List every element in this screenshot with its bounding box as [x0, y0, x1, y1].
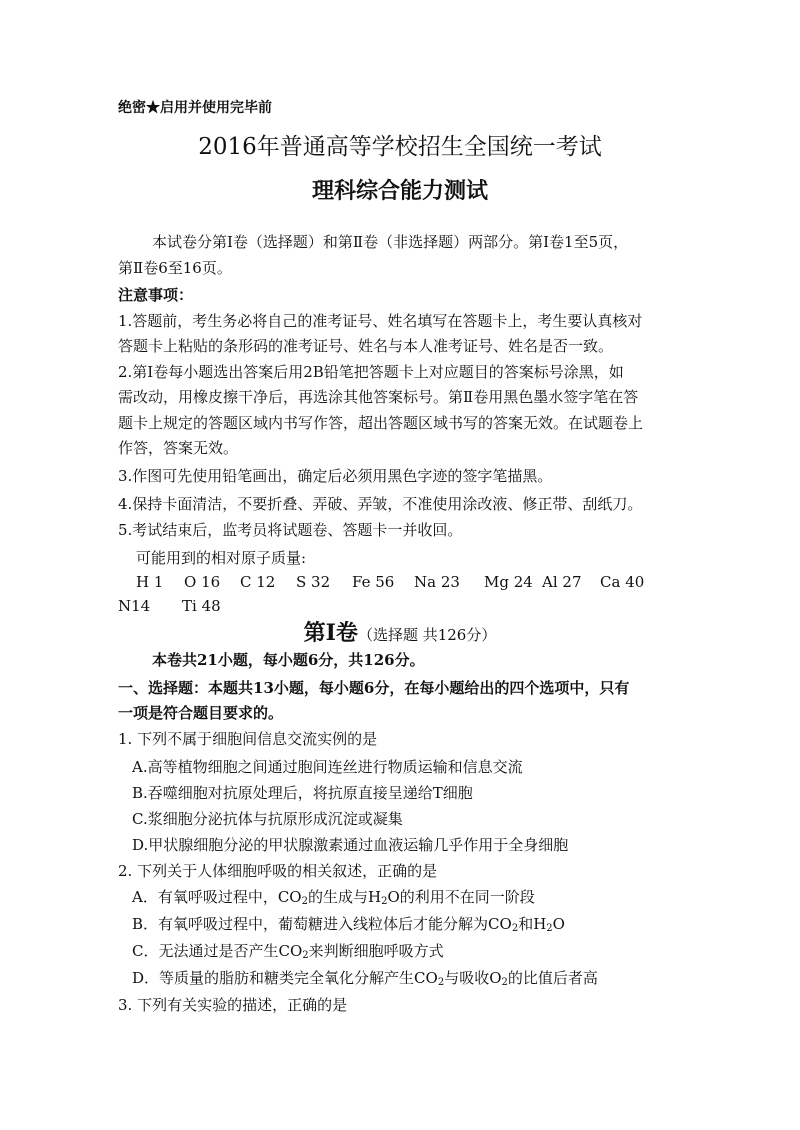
part-one-line-2: 一项是符合题目要求的。	[118, 704, 284, 722]
atomic-mass-ti: Ti 48	[182, 597, 221, 615]
atomic-mass-fe: Fe 56	[352, 573, 395, 591]
note-4: 4.保持卡面清洁，不要折叠、弄破、弄皱，不准使用涂改液、修正带、刮纸刀。	[118, 495, 643, 513]
intro-line-2: 第Ⅱ卷6至16页。	[118, 259, 232, 277]
note-1-line-2: 答题卡上粘贴的条形码的准考证号、姓名与本人准考证号、姓名是否一致。	[118, 337, 614, 355]
atomic-mass-label: 可能用到的相对原子质量:	[136, 549, 307, 567]
confidential-note: 绝密★启用并使用完毕前	[118, 100, 272, 116]
section-heading	[0, 620, 800, 648]
question-3-stem: 3. 下列有关实验的描述，正确的是	[118, 996, 348, 1014]
atomic-mass-na: Na 23	[414, 573, 460, 591]
question-1-stem: 1. 下列不属于细胞间信息交流实例的是	[118, 730, 378, 748]
atomic-mass-al: Al 27	[542, 573, 582, 591]
note-2-line-4: 作答，答案无效。	[118, 439, 239, 457]
atomic-mass-s: S 32	[296, 573, 331, 591]
question-1-option-a: A.高等植物细胞之间通过胞间连丝进行物质运输和信息交流	[132, 758, 523, 776]
question-2-stem: 2. 下列关于人体细胞呼吸的相关叙述，正确的是	[118, 862, 438, 880]
exam-subtitle: 理科综合能力测试	[311, 178, 488, 204]
notes-heading: 注意事项：	[118, 286, 194, 304]
section-note: （选择题 共126分）	[357, 626, 497, 644]
part-one-line-1: 一、选择题：本题共13小题，每小题6分，在每小题给出的四个选项中，只有	[118, 679, 630, 697]
atomic-mass-o: O 16	[184, 573, 221, 591]
question-2-option-d: D．等质量的脂肪和糖类完全氧化分解产生$CO_2$与吸收$O_2$的比值后者高	[132, 969, 598, 988]
exam-title: 2016年普通高等学校招生全国统一考试	[198, 134, 602, 160]
note-2-line-3: 题卡上规定的答题区域内书写作答，超出答题区域书写的答案无效。在试题卷上	[118, 414, 644, 432]
question-2-option-c: C．无法通过是否产生$CO_2$来判断细胞呼吸方式	[132, 942, 444, 961]
question-1-option-b: B.吞噬细胞对抗原处理后，将抗原直接呈递给T细胞	[132, 784, 473, 802]
note-3: 3.作图可先使用铅笔画出，确定后必须用黑色字迹的签字笔描黑。	[118, 467, 553, 485]
section-summary: 本卷共21小题，每小题6分，共126分。	[152, 651, 425, 669]
note-1-line-1: 1.答题前，考生务必将自己的准考证号、姓名填写在答题卡上，考生要认真核对	[118, 312, 643, 330]
question-2-option-b: B．有氧呼吸过程中，葡萄糖进入线粒体后才能分解为$CO_2$和$H_2O$	[132, 915, 565, 934]
atomic-mass-h: H 1	[136, 573, 164, 591]
note-2-line-1: 2.第Ⅰ卷每小题选出答案后用2B铅笔把答题卡上对应题目的答案标号涂黑，如	[118, 363, 624, 381]
question-2-option-a: A．有氧呼吸过程中，$CO_2$的生成与$H_2O$的利用不在同一阶段	[132, 888, 535, 907]
note-5: 5.考试结束后，监考员将试题卷、答题卡一并收回。	[118, 521, 463, 539]
atomic-mass-n: N14	[118, 597, 151, 615]
section-title: 第Ⅰ卷	[303, 620, 358, 646]
atomic-mass-ca: Ca 40	[600, 573, 645, 591]
question-1-option-c: C.浆细胞分泌抗体与抗原形成沉淀或凝集	[132, 810, 403, 828]
question-1-option-d: D.甲状腺细胞分泌的甲状腺激素通过血液运输几乎作用于全身细胞	[132, 836, 569, 854]
note-2-line-2: 需改动，用橡皮擦干净后，再选涂其他答案标号。第Ⅱ卷用黑色墨水签字笔在答	[118, 388, 639, 406]
intro-line-1: 本试卷分第Ⅰ卷（选择题）和第Ⅱ卷（非选择题）两部分。第Ⅰ卷1至5页，	[152, 233, 629, 251]
atomic-mass-c: C 12	[240, 573, 276, 591]
atomic-mass-list	[118, 572, 678, 616]
atomic-mass-mg: Mg 24	[484, 573, 533, 591]
